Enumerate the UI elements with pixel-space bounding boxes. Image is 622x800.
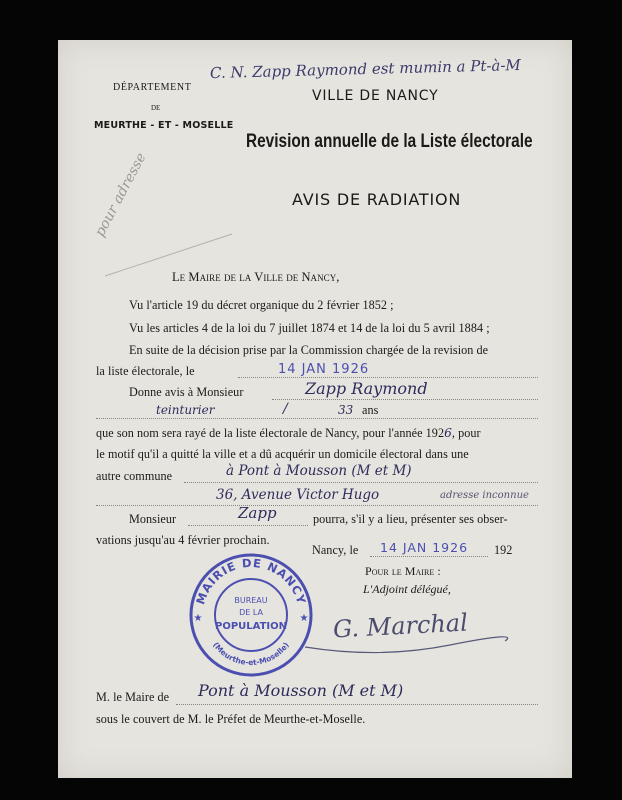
address-note: adresse inconnue: [440, 490, 529, 501]
city-name: VILLE DE NANCY: [312, 88, 439, 104]
occupation-mark: /: [283, 401, 288, 417]
signature-underline: [300, 625, 520, 665]
decree-line: Vu l'article 19 du décret organique du 2 février 1852 ;: [129, 298, 394, 312]
reason-line: le motif qu'il a quitté la ville et a dû acquérir un domicile électoral dans une: [96, 447, 469, 461]
adjoint-label: L'Adjoint délégué,: [363, 582, 451, 596]
removal-text-end: , pour: [451, 426, 481, 440]
stamp-star-right: ★: [299, 613, 309, 624]
decision-date-stamp: 14 JAN 1926: [278, 362, 370, 377]
new-commune: à Pont à Mousson (M et M): [226, 463, 412, 479]
dotted-line-commune: [184, 482, 538, 483]
new-address: 36, Avenue Victor Hugo: [216, 487, 380, 503]
year-digit: 6: [444, 426, 452, 440]
adjoint-signature: G. Marchal: [332, 608, 469, 644]
page-subtitle: AVIS DE RADIATION: [292, 190, 462, 209]
monsieur-name: Zapp: [238, 504, 277, 522]
page-title: Revision annuelle de la Liste électorale: [246, 131, 533, 152]
department-label: DÉPARTEMENT: [113, 82, 192, 93]
mayor-heading: Le Maire de la Ville de Nancy,: [172, 270, 340, 284]
dotted-line-address: [96, 505, 538, 506]
department-name: MEURTHE - ET - MOSELLE: [94, 120, 234, 131]
occupation: teinturier: [156, 403, 215, 417]
place-label: Nancy, le: [312, 543, 359, 557]
dotted-line-occupation: [96, 418, 538, 419]
year-prefix: 192: [494, 543, 513, 557]
notice-label: Donne avis à Monsieur: [129, 385, 244, 399]
observations-line: pourra, s'il y a lieu, présenter ses obser-: [313, 512, 508, 526]
top-handwritten-note: C. N. Zapp Raymond est mumin a Pt-à-M: [209, 55, 522, 83]
signature-date-stamp: 14 JAN 1926: [380, 540, 469, 555]
commission-line: En suite de la décision prise par la Commission chargée de la revision de: [129, 343, 489, 357]
recipient-commune: Pont à Mousson (M et M): [198, 681, 404, 700]
monsieur-label: Monsieur: [129, 512, 177, 526]
removal-line: [96, 426, 481, 441]
dotted-line-date: [238, 377, 538, 378]
stamp-outer-top: MAIRIE DE NANCY: [193, 555, 309, 607]
pour-le-maire: Pour le Maire :: [365, 564, 441, 578]
age-unit: ans: [362, 403, 379, 417]
stamp-inner-1: BUREAU: [234, 596, 268, 605]
dotted-line-monsieur: [188, 525, 308, 526]
dotted-line-recipient: [176, 704, 538, 705]
electoral-list-label: la liste électorale, le: [96, 364, 195, 378]
department-de: DE: [151, 104, 161, 112]
mayor-recipient-label: M. le Maire de: [96, 690, 170, 704]
stamp-outer-bottom: (Meurthe-et-Moselle): [211, 640, 291, 668]
dotted-line-name: [272, 399, 538, 400]
population-office-stamp: [185, 549, 317, 681]
commune-label: autre commune: [96, 469, 173, 483]
age-value: 33: [338, 403, 354, 417]
stamp-star-left: ★: [193, 613, 203, 624]
left-pencil-note: pour adresse: [92, 150, 150, 240]
stamp-inner-2: DE LA: [239, 608, 263, 617]
deadline-line: vations jusqu'au 4 février prochain.: [96, 533, 270, 547]
prefect-line: sous le couvert de M. le Préfet de Meurthe-et-Moselle.: [96, 712, 366, 726]
dotted-line-sign-date: [370, 556, 488, 557]
law-line: Vu les articles 4 de la loi du 7 juillet 1874 et 14 de la loi du 5 avril 1884 ;: [129, 321, 490, 335]
stamp-inner-3: POPULATION: [214, 621, 288, 632]
person-name: Zapp Raymond: [305, 379, 428, 398]
removal-text: que son nom sera rayé de la liste électorale de Nancy, pour l'année 192: [96, 426, 445, 440]
